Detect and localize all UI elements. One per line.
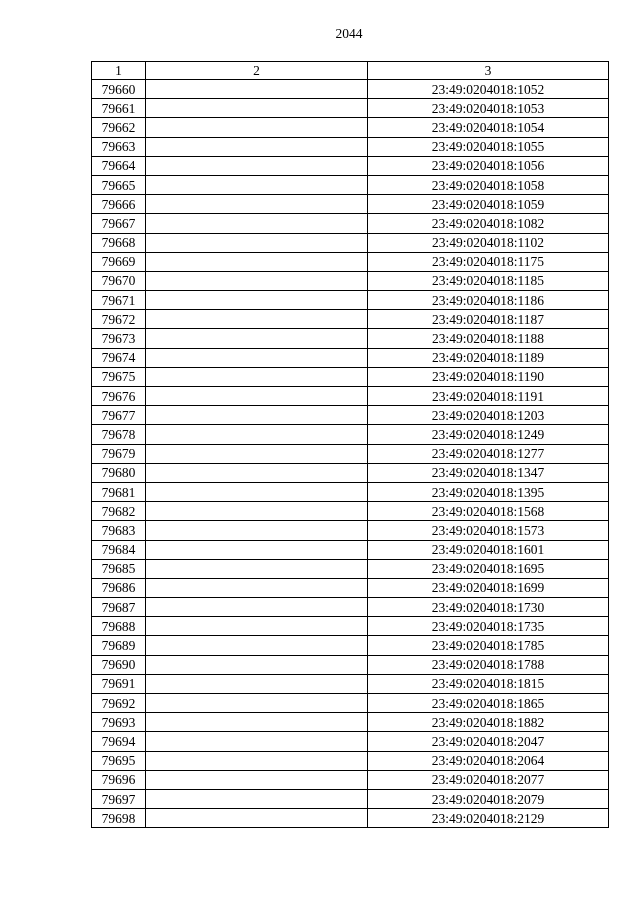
table-row (92, 521, 609, 540)
cadastral-number-cell: 23:49:0204018:1058 (368, 175, 609, 194)
row-number-cell: 79669 (92, 252, 146, 271)
description-cell (146, 502, 368, 521)
row-number-cell: 79680 (92, 463, 146, 482)
cadastral-number-cell: 23:49:0204018:1395 (368, 482, 609, 501)
description-cell (146, 80, 368, 99)
row-number-cell: 79695 (92, 751, 146, 770)
description-cell (146, 175, 368, 194)
row-number-cell: 79688 (92, 617, 146, 636)
cadastral-number-cell: 23:49:0204018:1186 (368, 291, 609, 310)
cadastral-number-cell: 23:49:0204018:1568 (368, 502, 609, 521)
row-number-cell: 79683 (92, 521, 146, 540)
table-row (92, 252, 609, 271)
cadastral-number-cell: 23:49:0204018:1865 (368, 694, 609, 713)
table-row (92, 751, 609, 770)
description-cell (146, 406, 368, 425)
row-number-cell: 79664 (92, 156, 146, 175)
table-row (92, 329, 609, 348)
description-cell (146, 195, 368, 214)
column-header-2: 2 (146, 62, 368, 80)
table-row (92, 713, 609, 732)
row-number-cell: 79681 (92, 482, 146, 501)
table-row (92, 463, 609, 482)
table-row (92, 156, 609, 175)
description-cell (146, 540, 368, 559)
description-cell (146, 617, 368, 636)
table-row (92, 482, 609, 501)
row-number-cell: 79670 (92, 271, 146, 290)
cadastral-number-cell: 23:49:0204018:2079 (368, 789, 609, 808)
description-cell (146, 99, 368, 118)
table-row (92, 789, 609, 808)
row-number-cell: 79666 (92, 195, 146, 214)
cadastral-number-cell: 23:49:0204018:1573 (368, 521, 609, 540)
description-cell (146, 713, 368, 732)
table-row (92, 80, 609, 99)
table-row (92, 425, 609, 444)
description-cell (146, 348, 368, 367)
cadastral-number-cell: 23:49:0204018:1277 (368, 444, 609, 463)
column-header-1: 1 (92, 62, 146, 80)
table-row (92, 271, 609, 290)
cadastral-number-cell: 23:49:0204018:1882 (368, 713, 609, 732)
table-row (92, 655, 609, 674)
row-number-cell: 79694 (92, 732, 146, 751)
row-number-cell: 79667 (92, 214, 146, 233)
description-cell (146, 118, 368, 137)
description-cell (146, 463, 368, 482)
table-row (92, 770, 609, 789)
cadastral-number-cell: 23:49:0204018:1730 (368, 598, 609, 617)
cadastral-number-cell: 23:49:0204018:1056 (368, 156, 609, 175)
row-number-cell: 79698 (92, 809, 146, 828)
table-row (92, 732, 609, 751)
description-cell (146, 252, 368, 271)
row-number-cell: 79691 (92, 674, 146, 693)
cadastral-number-cell: 23:49:0204018:2047 (368, 732, 609, 751)
row-number-cell: 79678 (92, 425, 146, 444)
table-row (92, 444, 609, 463)
column-header-3: 3 (368, 62, 609, 80)
cadastral-number-cell: 23:49:0204018:1054 (368, 118, 609, 137)
table-row (92, 99, 609, 118)
table-row (92, 195, 609, 214)
registry-table (91, 61, 609, 828)
description-cell (146, 291, 368, 310)
description-cell (146, 214, 368, 233)
table-row (92, 578, 609, 597)
description-cell (146, 137, 368, 156)
table-row (92, 694, 609, 713)
cadastral-number-cell: 23:49:0204018:1190 (368, 367, 609, 386)
description-cell (146, 156, 368, 175)
row-number-cell: 79696 (92, 770, 146, 789)
description-cell (146, 598, 368, 617)
row-number-cell: 79686 (92, 578, 146, 597)
table-row (92, 559, 609, 578)
row-number-cell: 79663 (92, 137, 146, 156)
row-number-cell: 79697 (92, 789, 146, 808)
description-cell (146, 425, 368, 444)
cadastral-number-cell: 23:49:0204018:1187 (368, 310, 609, 329)
description-cell (146, 387, 368, 406)
description-cell (146, 636, 368, 655)
table-row (92, 175, 609, 194)
row-number-cell: 79672 (92, 310, 146, 329)
row-number-cell: 79684 (92, 540, 146, 559)
row-number-cell: 79685 (92, 559, 146, 578)
table-row (92, 617, 609, 636)
table-row (92, 137, 609, 156)
description-cell (146, 732, 368, 751)
table-row (92, 367, 609, 386)
table-row (92, 406, 609, 425)
table-row (92, 214, 609, 233)
row-number-cell: 79687 (92, 598, 146, 617)
cadastral-number-cell: 23:49:0204018:1347 (368, 463, 609, 482)
row-number-cell: 79677 (92, 406, 146, 425)
cadastral-number-cell: 23:49:0204018:1082 (368, 214, 609, 233)
cadastral-number-cell: 23:49:0204018:1059 (368, 195, 609, 214)
table-row (92, 233, 609, 252)
cadastral-number-cell: 23:49:0204018:1185 (368, 271, 609, 290)
header-row (92, 62, 609, 80)
cadastral-number-cell: 23:49:0204018:1203 (368, 406, 609, 425)
table-row (92, 540, 609, 559)
description-cell (146, 559, 368, 578)
row-number-cell: 79662 (92, 118, 146, 137)
cadastral-number-cell: 23:49:0204018:1052 (368, 80, 609, 99)
description-cell (146, 482, 368, 501)
cadastral-number-cell: 23:49:0204018:1249 (368, 425, 609, 444)
cadastral-number-cell: 23:49:0204018:1788 (368, 655, 609, 674)
table-row (92, 598, 609, 617)
row-number-cell: 79676 (92, 387, 146, 406)
cadastral-number-cell: 23:49:0204018:1695 (368, 559, 609, 578)
cadastral-number-cell: 23:49:0204018:1815 (368, 674, 609, 693)
cadastral-number-cell: 23:49:0204018:1191 (368, 387, 609, 406)
cadastral-number-cell: 23:49:0204018:1785 (368, 636, 609, 655)
description-cell (146, 809, 368, 828)
row-number-cell: 79693 (92, 713, 146, 732)
row-number-cell: 79660 (92, 80, 146, 99)
row-number-cell: 79673 (92, 329, 146, 348)
page-number: 2044 (335, 26, 363, 41)
cadastral-number-cell: 23:49:0204018:1175 (368, 252, 609, 271)
table-row (92, 809, 609, 828)
cadastral-number-cell: 23:49:0204018:2064 (368, 751, 609, 770)
row-number-cell: 79675 (92, 367, 146, 386)
table-row (92, 291, 609, 310)
table-row (92, 674, 609, 693)
table-row (92, 118, 609, 137)
row-number-cell: 79668 (92, 233, 146, 252)
row-number-cell: 79679 (92, 444, 146, 463)
table-row (92, 310, 609, 329)
description-cell (146, 310, 368, 329)
description-cell (146, 578, 368, 597)
row-number-cell: 79661 (92, 99, 146, 118)
description-cell (146, 233, 368, 252)
description-cell (146, 521, 368, 540)
description-cell (146, 770, 368, 789)
cadastral-number-cell: 23:49:0204018:1053 (368, 99, 609, 118)
description-cell (146, 444, 368, 463)
table-row (92, 348, 609, 367)
table-row (92, 387, 609, 406)
description-cell (146, 271, 368, 290)
table-header (92, 62, 609, 80)
cadastral-number-cell: 23:49:0204018:1189 (368, 348, 609, 367)
cadastral-number-cell: 23:49:0204018:1699 (368, 578, 609, 597)
row-number-cell: 79692 (92, 694, 146, 713)
row-number-cell: 79671 (92, 291, 146, 310)
description-cell (146, 329, 368, 348)
table-row (92, 636, 609, 655)
row-number-cell: 79690 (92, 655, 146, 674)
cadastral-number-cell: 23:49:0204018:2077 (368, 770, 609, 789)
cadastral-number-cell: 23:49:0204018:1055 (368, 137, 609, 156)
cadastral-number-cell: 23:49:0204018:1735 (368, 617, 609, 636)
description-cell (146, 694, 368, 713)
cadastral-number-cell: 23:49:0204018:1188 (368, 329, 609, 348)
row-number-cell: 79689 (92, 636, 146, 655)
cadastral-number-cell: 23:49:0204018:2129 (368, 809, 609, 828)
table-body (92, 80, 609, 828)
table-row (92, 502, 609, 521)
row-number-cell: 79665 (92, 175, 146, 194)
cadastral-number-cell: 23:49:0204018:1102 (368, 233, 609, 252)
description-cell (146, 655, 368, 674)
cadastral-number-cell: 23:49:0204018:1601 (368, 540, 609, 559)
description-cell (146, 751, 368, 770)
description-cell (146, 789, 368, 808)
description-cell (146, 367, 368, 386)
row-number-cell: 79674 (92, 348, 146, 367)
row-number-cell: 79682 (92, 502, 146, 521)
description-cell (146, 674, 368, 693)
